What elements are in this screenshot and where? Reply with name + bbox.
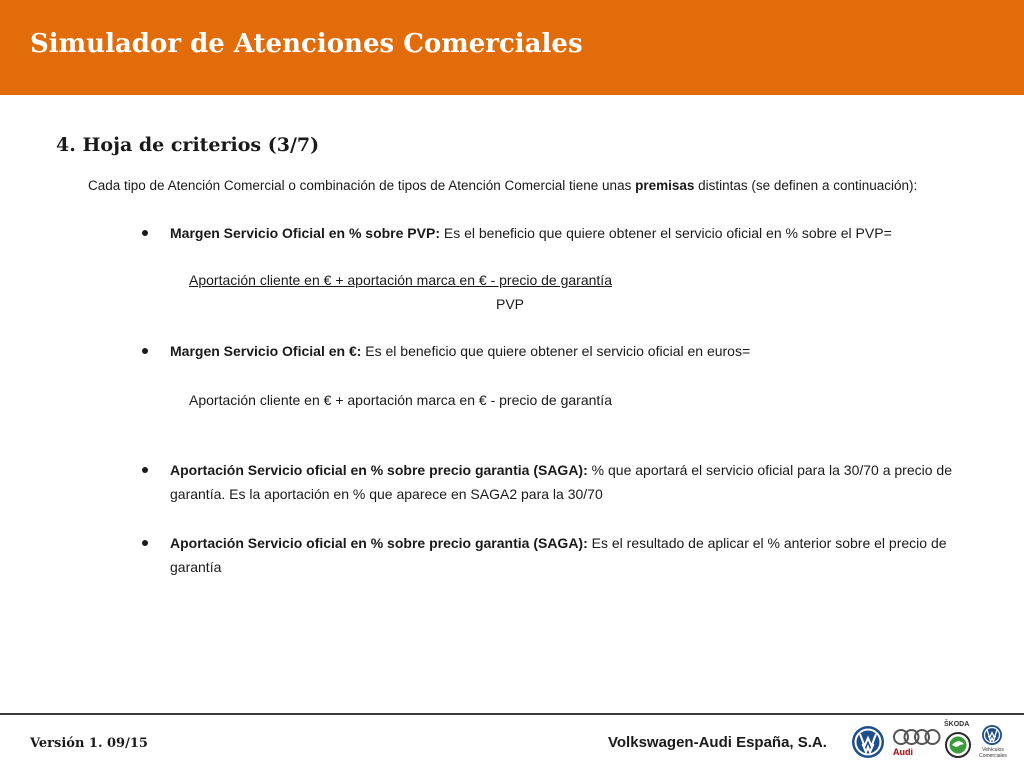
version-label: Versión 1. 09/15 [30,736,148,751]
intro-text-after: distintas (se definen a continuación): [694,178,918,193]
bullet-description: Es el beneficio que quiere obtener el servicio oficial en % sobre el PVP= [439,225,892,241]
intro-text-before: Cada tipo de Atención Comercial o combinación de tipos de Atención Comercial tiene unas [88,178,636,193]
footer-divider [0,713,1024,715]
formula-euros: Aportación cliente en € + aportación marca en € - precio de garantía [189,392,612,408]
skoda-logo-icon [945,732,971,758]
vw-commercial-label [979,747,1007,759]
bullet-icon [142,230,148,236]
bullet-description: % que aportará el servicio oficial para la 30/70 a precio de garantía. Es la aportación en % que aparece en SAGA2 para la 30/70 [170,462,952,502]
bullet-margen-pvp [170,221,990,245]
bullet-description: Es el beneficio que quiere obtener el servicio oficial en euros= [361,343,751,359]
intro-paragraph [88,174,998,198]
skoda-label: ŠKODA [944,721,970,728]
intro-bold: premisas [635,178,695,193]
formula-numerator: Aportación cliente en € + aportación marca en € - precio de garantía [189,272,612,288]
bullet-description: Es el resultado de aplicar el % anterior sobre el precio de garantía [170,535,947,575]
page-title: Simulador de Atenciones Comerciales [30,29,583,59]
bullet-icon [142,348,148,354]
audi-label: Audi [893,747,913,757]
bullet-aportacion-pct [170,458,990,506]
bullet-icon [142,467,148,473]
bullet-aportacion-resultado [170,531,990,579]
company-name: Volkswagen-Audi España, S.A. [608,734,827,751]
vw-commercial-label-line2: Comerciales [979,753,1007,759]
bullet-label: Margen Servicio Oficial en €: [170,343,362,359]
bullet-label: Aportación Servicio oficial en % sobre precio garantia (SAGA): [170,535,588,551]
vw-logo-icon [851,725,885,759]
section-heading: 4. Hoja de criterios (3/7) [56,134,320,156]
formula-denominator: PVP [496,296,525,312]
vw-commercial-label-line1: Vehículos [982,747,1004,753]
bullet-icon [142,540,148,546]
bullet-label: Margen Servicio Oficial en % sobre PVP: [170,225,440,241]
header-bar [0,0,1024,95]
bullet-margen-euros [170,339,990,363]
bullet-label: Aportación Servicio oficial en % sobre precio garantia (SAGA): [170,462,588,478]
audi-rings-icon [892,727,942,747]
vw-commercial-logo-icon [981,724,1003,746]
